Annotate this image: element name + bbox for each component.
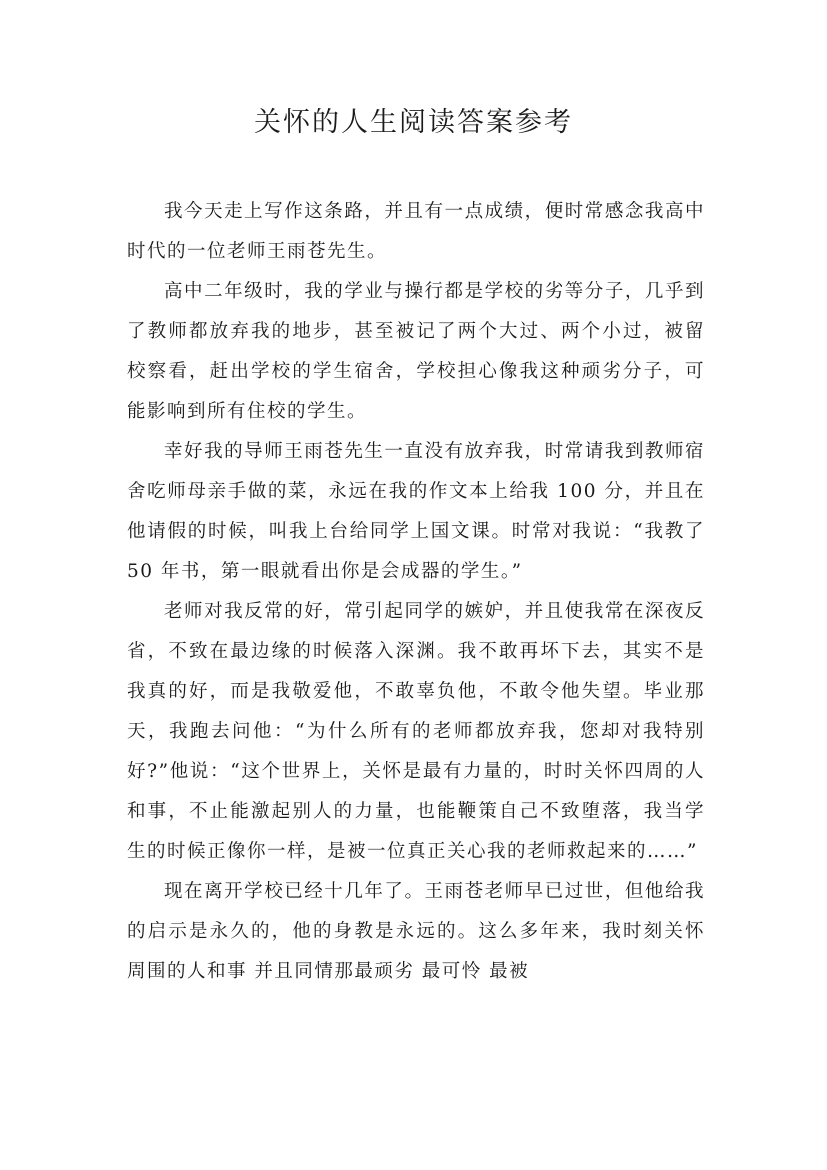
paragraph: 高中二年级时，我的学业与操行都是学校的劣等分子，几乎到了教师都放弃我的地步，甚至被记了两个大过、两个小过，被留校察看，赶出学校的学生宿舍，学校担心像我这种顽劣分子，可能影响到所有住校的学生。 bbox=[127, 281, 705, 422]
document-body bbox=[127, 192, 705, 992]
paragraph: 现在离开学校已经十几年了。王雨苍老师早已过世，但他给我的启示是永久的，他的身教是永远的。这么多年来，我时刻关怀周围的人和事 并且同情那最顽劣 最可怜 最被 bbox=[127, 881, 705, 982]
paragraph: 我今天走上写作这条路，并且有一点成绩，便时常感念我高中时代的一位老师王雨苍先生。 bbox=[127, 201, 705, 262]
paragraph: 老师对我反常的好，常引起同学的嫉妒，并且使我常在深夜反省，不致在最边缘的时候落入深渊。我不敢再坏下去，其实不是我真的好，而是我敬爱他，不敢辜负他，不敢令他失望。毕业那天，我跑去问他：“为什么所有的老师都放弃我，您却对我特别好?”他说：“这个世界上，关怀是最有力量的，时时关怀四周的人和事，不止能激起别人的力量，也能鞭策自己不致堕落，我当学生的时候正像你一样，是被一位真正关心我的老师救起来的……” bbox=[127, 601, 705, 862]
document-title: 关怀的人生阅读答案参考 bbox=[254, 107, 573, 138]
paragraph: 幸好我的导师王雨苍先生一直没有放弃我，时常请我到教师宿舍吃师母亲手做的菜，永远在我的作文本上给我 100 分，并且在他请假的时候，叫我上台给同学上国文课。时常对我说：“我教了 50 年书，第一眼就看出你是会成器的学生。” bbox=[127, 441, 705, 582]
